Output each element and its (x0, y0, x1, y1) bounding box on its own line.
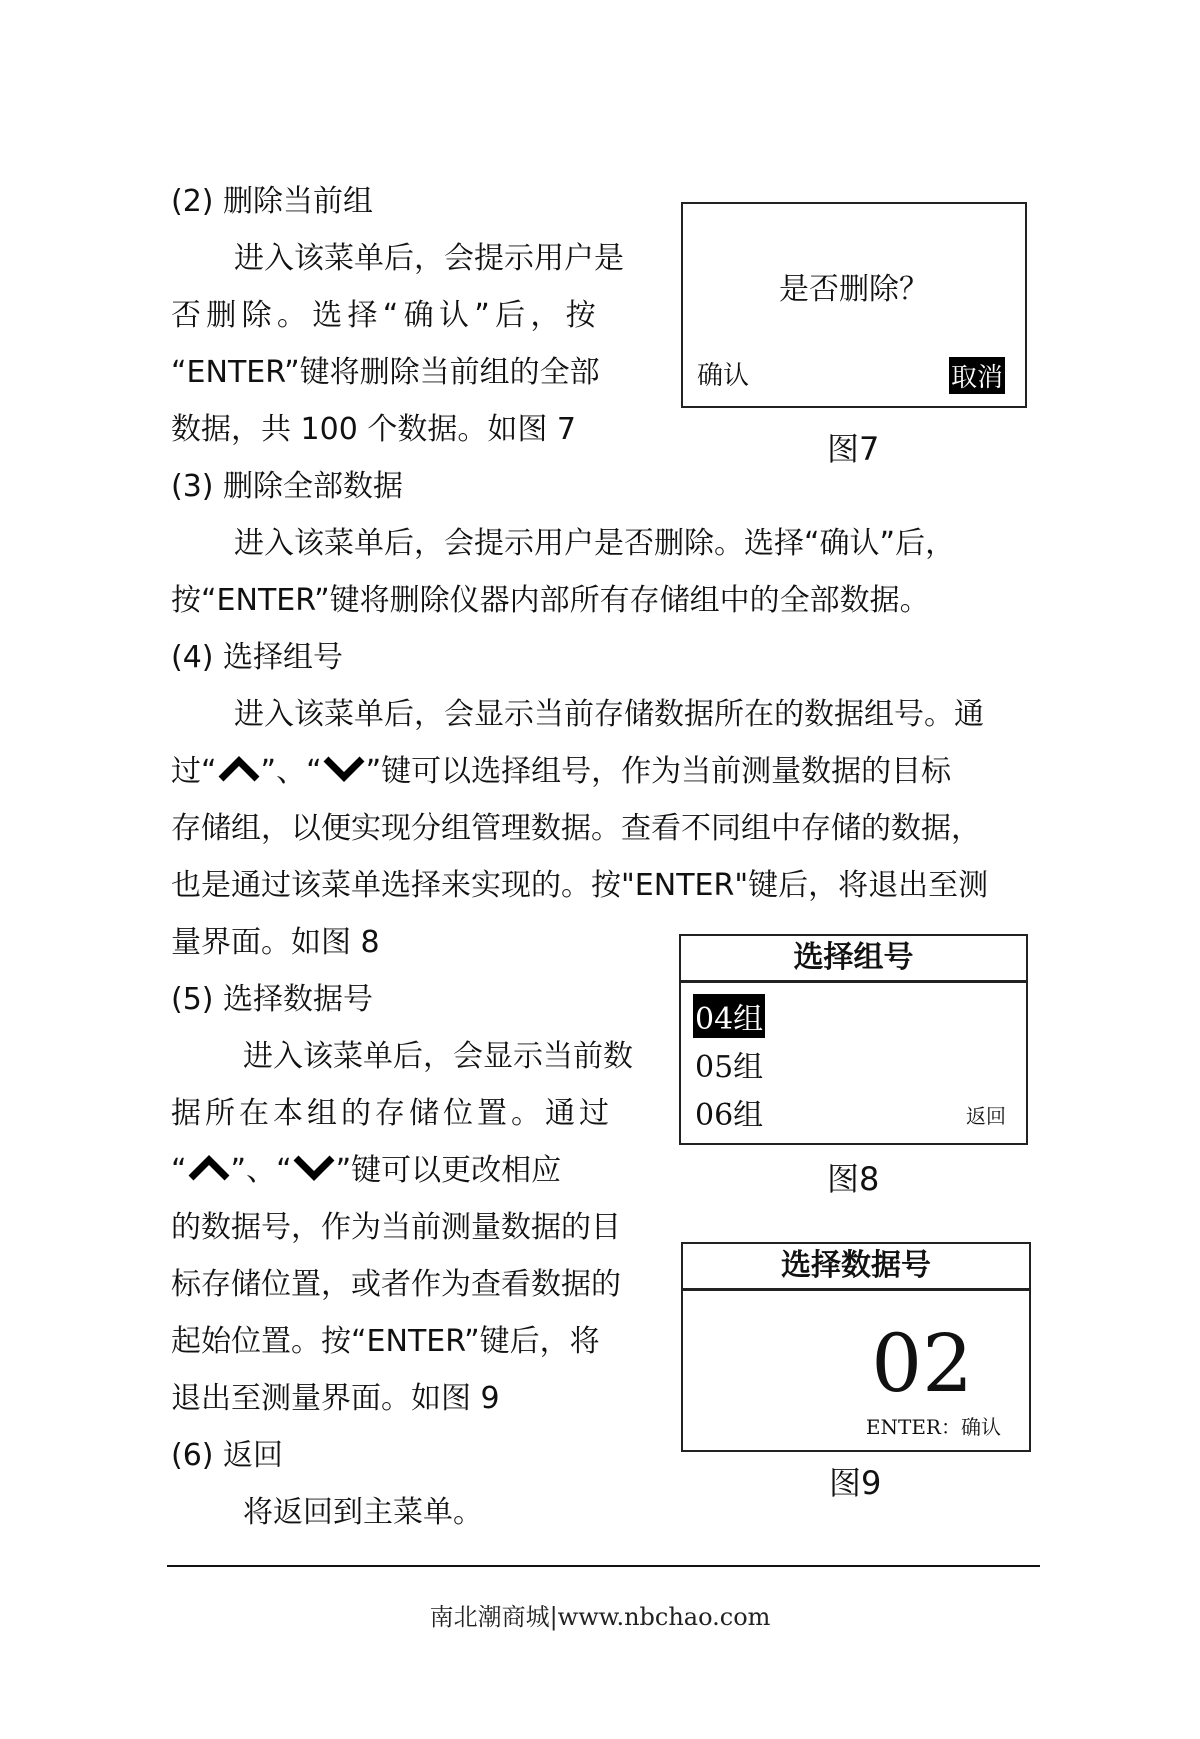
section-5-line-2: 据所在本组的存储位置。通过 (171, 1096, 613, 1131)
section-5-line-3-mid: ”、“ (230, 1153, 292, 1188)
section-4-line-1: 进入该菜单后，会显示当前存储数据所在的数据组号。通 (234, 697, 984, 732)
section-5-line-1: 进入该菜单后，会显示当前数 (243, 1039, 633, 1074)
section-2-line-3: “ENTER”键将删除当前组的全部 (171, 355, 600, 390)
section-2-heading: (2) 删除当前组 (171, 184, 374, 219)
confirm-option[interactable]: 确认 (697, 361, 750, 391)
section-3-line-1: 进入该菜单后，会提示用户是否删除。选择“确认”后， (234, 526, 956, 561)
enter-confirm-hint: ENTER：确认 (865, 1415, 1001, 1439)
select-data-number-title: 选择数据号 (683, 1244, 1029, 1291)
section-5-line-4: 的数据号，作为当前测量数据的目 (171, 1210, 621, 1245)
data-number-value: 02 (871, 1317, 973, 1410)
section-3-line-2: 按“ENTER”键将删除仪器内部所有存储组中的全部数据。 (171, 583, 930, 618)
section-5-line-6: 起始位置。按“ENTER”键后，将 (171, 1324, 600, 1359)
section-4-line-2-pre: 过“ (171, 754, 217, 789)
figure-8-caption: 图8 (827, 1160, 880, 1198)
section-6-line-1: 将返回到主菜单。 (243, 1495, 483, 1530)
section-6-heading: (6) 返回 (171, 1438, 284, 1473)
select-data-number-screen (681, 1242, 1031, 1452)
section-5-line-3-post: ”键可以更改相应 (335, 1153, 562, 1188)
footer-divider (167, 1565, 1040, 1567)
group-item[interactable]: 05组 (695, 1050, 764, 1085)
up-arrow-icon (217, 745, 261, 773)
section-5-heading: (5) 选择数据号 (171, 982, 374, 1017)
select-group-screen (679, 934, 1028, 1145)
figure-9-caption: 图9 (829, 1464, 882, 1502)
select-group-title: 选择组号 (681, 936, 1026, 983)
section-2-line-1: 进入该菜单后，会提示用户是 (234, 241, 624, 276)
group-item[interactable]: 06组 (695, 1098, 764, 1133)
down-arrow-icon (292, 1144, 336, 1172)
section-4-heading: (4) 选择组号 (171, 640, 344, 675)
section-4-line-2 (171, 743, 951, 800)
up-arrow-icon (187, 1144, 231, 1172)
delete-confirm-screen (681, 202, 1027, 408)
cancel-option-selected[interactable]: 取消 (949, 357, 1005, 394)
figure-7-caption: 图7 (827, 430, 880, 468)
section-2-line-4: 数据，共 100 个数据。如图 7 (171, 412, 576, 447)
section-5-line-5: 标存储位置，或者作为查看数据的 (171, 1267, 621, 1302)
section-2-line-2: 否删除。选择“确认”后，按 (171, 298, 601, 333)
section-5-line-3 (171, 1142, 561, 1199)
section-3-heading: (3) 删除全部数据 (171, 469, 404, 504)
section-5-line-3-pre: “ (171, 1153, 187, 1188)
section-4-line-2-mid: ”、“ (260, 754, 322, 789)
section-4-line-4: 也是通过该菜单选择来实现的。按"ENTER"键后，将退出至测 (171, 868, 989, 903)
footer-text: 南北潮商城|www.nbchao.com (429, 1603, 771, 1631)
back-option[interactable]: 返回 (966, 1104, 1006, 1128)
group-item-selected[interactable]: 04组 (693, 994, 765, 1038)
section-4-line-2-post: ”键可以选择组号，作为当前测量数据的目标 (365, 754, 952, 789)
delete-question: 是否删除？ (779, 272, 929, 307)
down-arrow-icon (322, 745, 366, 773)
section-5-line-7: 退出至测量界面。如图 9 (171, 1381, 500, 1416)
section-4-line-3: 存储组，以便实现分组管理数据。查看不同组中存储的数据， (171, 811, 981, 846)
section-4-line-5: 量界面。如图 8 (171, 925, 380, 960)
